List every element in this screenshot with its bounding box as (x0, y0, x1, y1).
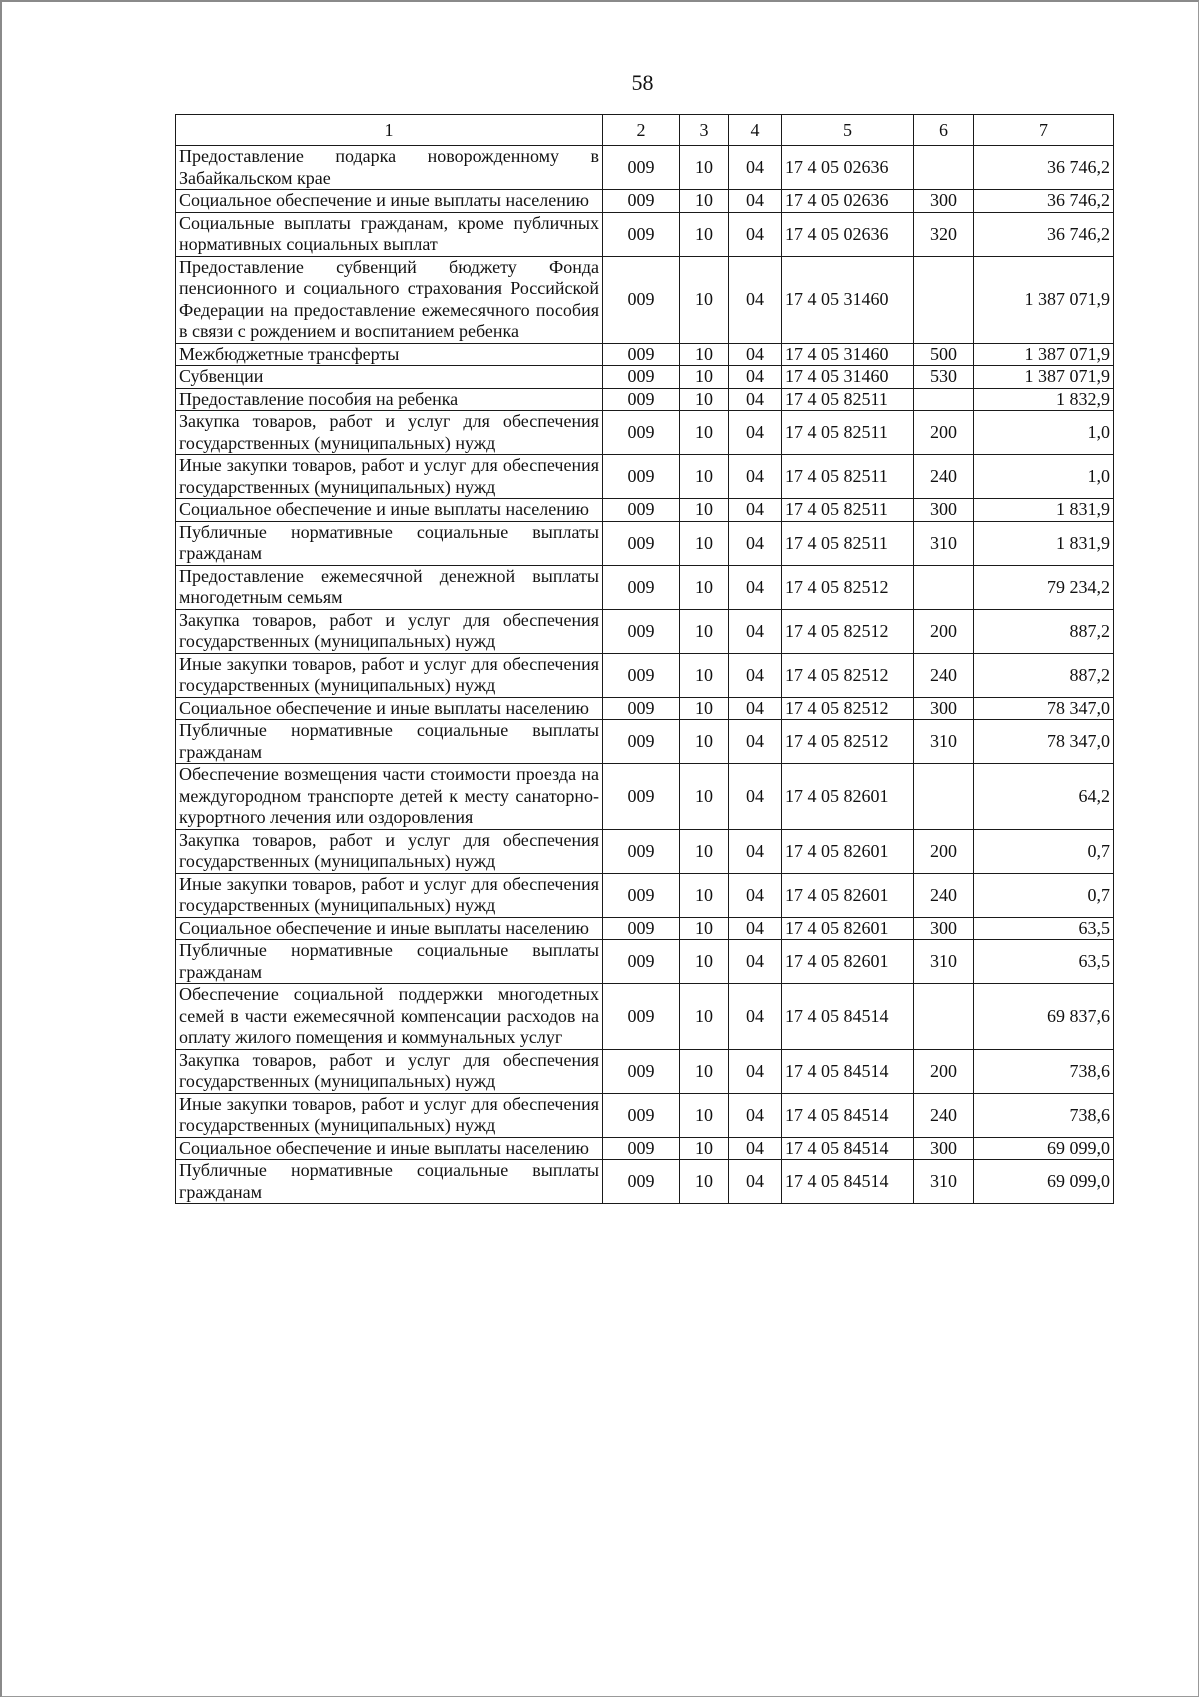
row-expense-type (914, 256, 974, 343)
row-ministry-code: 009 (603, 366, 680, 389)
header-col-6: 6 (914, 115, 974, 146)
row-subsection: 04 (729, 1049, 782, 1093)
row-amount: 1 831,9 (974, 521, 1114, 565)
table-row (176, 697, 1114, 720)
row-subsection: 04 (729, 917, 782, 940)
row-ministry-code: 009 (603, 343, 680, 366)
row-ministry-code: 009 (603, 521, 680, 565)
row-name: Обеспечение социальной поддержки многодетных семей в части ежемесячной компенсации расходов на оплату жилого помещения и коммунальных услуг (176, 984, 603, 1050)
row-expense-type: 200 (914, 609, 974, 653)
row-subsection: 04 (729, 521, 782, 565)
row-name: Закупка товаров, работ и услуг для обеспечения государственных (муниципальных) нужд (176, 829, 603, 873)
row-name: Социальное обеспечение и иные выплаты населению (176, 917, 603, 940)
row-ministry-code: 009 (603, 653, 680, 697)
row-section: 10 (680, 609, 729, 653)
row-target-article: 17 4 05 84514 (782, 1137, 914, 1160)
row-name: Социальное обеспечение и иные выплаты населению (176, 190, 603, 213)
row-subsection: 04 (729, 366, 782, 389)
row-expense-type: 310 (914, 940, 974, 984)
row-target-article: 17 4 05 82512 (782, 565, 914, 609)
row-section: 10 (680, 984, 729, 1050)
row-amount: 887,2 (974, 653, 1114, 697)
row-target-article: 17 4 05 84514 (782, 1049, 914, 1093)
row-expense-type: 320 (914, 212, 974, 256)
header-col-2: 2 (603, 115, 680, 146)
row-target-article: 17 4 05 82512 (782, 609, 914, 653)
row-subsection: 04 (729, 720, 782, 764)
table-row (176, 190, 1114, 213)
row-name: Обеспечение возмещения части стоимости проезда на междугородном транспорте детей к месту санаторно-курортного лечения или оздоровления (176, 764, 603, 830)
row-amount: 69 099,0 (974, 1160, 1114, 1204)
page-number: 58 (631, 70, 654, 95)
row-target-article: 17 4 05 31460 (782, 256, 914, 343)
row-subsection: 04 (729, 984, 782, 1050)
row-section: 10 (680, 1137, 729, 1160)
row-subsection: 04 (729, 940, 782, 984)
row-name: Социальное обеспечение и иные выплаты населению (176, 499, 603, 522)
row-expense-type: 500 (914, 343, 974, 366)
row-target-article: 17 4 05 84514 (782, 1160, 914, 1204)
row-ministry-code: 009 (603, 609, 680, 653)
row-amount: 78 347,0 (974, 697, 1114, 720)
row-amount: 1 832,9 (974, 388, 1114, 411)
header-col-4: 4 (729, 115, 782, 146)
row-section: 10 (680, 764, 729, 830)
row-section: 10 (680, 1093, 729, 1137)
row-expense-type (914, 146, 974, 190)
row-ministry-code: 009 (603, 1049, 680, 1093)
row-amount: 0,7 (974, 873, 1114, 917)
row-subsection: 04 (729, 343, 782, 366)
row-subsection: 04 (729, 146, 782, 190)
table-row (176, 521, 1114, 565)
row-target-article: 17 4 05 31460 (782, 343, 914, 366)
row-expense-type: 200 (914, 829, 974, 873)
row-name: Закупка товаров, работ и услуг для обеспечения государственных (муниципальных) нужд (176, 609, 603, 653)
row-target-article: 17 4 05 02636 (782, 212, 914, 256)
row-subsection: 04 (729, 411, 782, 455)
row-section: 10 (680, 343, 729, 366)
table-row (176, 1049, 1114, 1093)
header-col-7: 7 (974, 115, 1114, 146)
row-amount: 1 387 071,9 (974, 366, 1114, 389)
row-name: Публичные нормативные социальные выплаты гражданам (176, 1160, 603, 1204)
row-section: 10 (680, 521, 729, 565)
row-expense-type: 310 (914, 1160, 974, 1204)
table-row (176, 917, 1114, 940)
row-target-article: 17 4 05 82601 (782, 940, 914, 984)
row-section: 10 (680, 455, 729, 499)
row-section: 10 (680, 940, 729, 984)
row-expense-type (914, 388, 974, 411)
row-expense-type (914, 565, 974, 609)
row-section: 10 (680, 146, 729, 190)
row-ministry-code: 009 (603, 565, 680, 609)
row-target-article: 17 4 05 82511 (782, 499, 914, 522)
row-name: Предоставление ежемесячной денежной выплаты многодетным семьям (176, 565, 603, 609)
row-subsection: 04 (729, 256, 782, 343)
row-target-article: 17 4 05 82512 (782, 697, 914, 720)
row-ministry-code: 009 (603, 256, 680, 343)
row-section: 10 (680, 190, 729, 213)
header-col-5: 5 (782, 115, 914, 146)
row-name: Иные закупки товаров, работ и услуг для обеспечения государственных (муниципальных) нужд (176, 1093, 603, 1137)
row-ministry-code: 009 (603, 411, 680, 455)
row-ministry-code: 009 (603, 1137, 680, 1160)
row-ministry-code: 009 (603, 720, 680, 764)
table-row (176, 829, 1114, 873)
row-subsection: 04 (729, 499, 782, 522)
row-amount: 36 746,2 (974, 190, 1114, 213)
row-expense-type (914, 764, 974, 830)
row-amount: 1,0 (974, 411, 1114, 455)
row-subsection: 04 (729, 388, 782, 411)
row-section: 10 (680, 499, 729, 522)
row-subsection: 04 (729, 829, 782, 873)
row-name: Закупка товаров, работ и услуг для обеспечения государственных (муниципальных) нужд (176, 411, 603, 455)
row-name: Предоставление подарка новорожденному в Забайкальском крае (176, 146, 603, 190)
row-target-article: 17 4 05 31460 (782, 366, 914, 389)
row-section: 10 (680, 366, 729, 389)
row-expense-type: 300 (914, 499, 974, 522)
row-section: 10 (680, 917, 729, 940)
row-target-article: 17 4 05 84514 (782, 984, 914, 1050)
table-row (176, 720, 1114, 764)
row-subsection: 04 (729, 565, 782, 609)
table-row (176, 764, 1114, 830)
row-expense-type: 240 (914, 1093, 974, 1137)
row-subsection: 04 (729, 764, 782, 830)
row-section: 10 (680, 697, 729, 720)
table-row (176, 256, 1114, 343)
header-col-3: 3 (680, 115, 729, 146)
row-target-article: 17 4 05 82601 (782, 873, 914, 917)
row-section: 10 (680, 411, 729, 455)
row-expense-type: 240 (914, 873, 974, 917)
table-row (176, 873, 1114, 917)
row-name: Предоставление пособия на ребенка (176, 388, 603, 411)
table-row (176, 565, 1114, 609)
row-name: Социальное обеспечение и иные выплаты населению (176, 697, 603, 720)
row-ministry-code: 009 (603, 146, 680, 190)
table-row (176, 343, 1114, 366)
row-amount: 738,6 (974, 1049, 1114, 1093)
row-section: 10 (680, 1160, 729, 1204)
table-row (176, 653, 1114, 697)
row-expense-type: 240 (914, 455, 974, 499)
row-ministry-code: 009 (603, 764, 680, 830)
table-row (176, 1093, 1114, 1137)
row-amount: 36 746,2 (974, 212, 1114, 256)
row-name: Предоставление субвенций бюджету Фонда пенсионного и социального страхования Российской Федерации на предоставление ежемесячного пособия в связи с рождением и воспитанием ребенка (176, 256, 603, 343)
row-amount: 69 837,6 (974, 984, 1114, 1050)
row-name: Иные закупки товаров, работ и услуг для обеспечения государственных (муниципальных) нужд (176, 873, 603, 917)
row-name: Межбюджетные трансферты (176, 343, 603, 366)
row-ministry-code: 009 (603, 984, 680, 1050)
row-ministry-code: 009 (603, 1093, 680, 1137)
row-section: 10 (680, 653, 729, 697)
row-section: 10 (680, 256, 729, 343)
row-subsection: 04 (729, 653, 782, 697)
row-subsection: 04 (729, 455, 782, 499)
row-amount: 64,2 (974, 764, 1114, 830)
row-expense-type: 300 (914, 1137, 974, 1160)
row-name: Социальные выплаты гражданам, кроме публичных нормативных социальных выплат (176, 212, 603, 256)
row-target-article: 17 4 05 82511 (782, 411, 914, 455)
row-amount: 63,5 (974, 917, 1114, 940)
row-target-article: 17 4 05 82601 (782, 764, 914, 830)
row-expense-type: 530 (914, 366, 974, 389)
table-row (176, 366, 1114, 389)
row-target-article: 17 4 05 82512 (782, 720, 914, 764)
table-header-row (176, 115, 1114, 146)
row-expense-type: 310 (914, 720, 974, 764)
row-expense-type: 200 (914, 411, 974, 455)
row-subsection: 04 (729, 212, 782, 256)
row-subsection: 04 (729, 1160, 782, 1204)
row-amount: 78 347,0 (974, 720, 1114, 764)
row-section: 10 (680, 873, 729, 917)
row-ministry-code: 009 (603, 697, 680, 720)
table-row (176, 212, 1114, 256)
row-amount: 79 234,2 (974, 565, 1114, 609)
row-expense-type: 300 (914, 697, 974, 720)
row-section: 10 (680, 565, 729, 609)
row-amount: 887,2 (974, 609, 1114, 653)
row-name: Публичные нормативные социальные выплаты гражданам (176, 940, 603, 984)
row-ministry-code: 009 (603, 190, 680, 213)
row-ministry-code: 009 (603, 873, 680, 917)
row-section: 10 (680, 829, 729, 873)
row-subsection: 04 (729, 1137, 782, 1160)
row-target-article: 17 4 05 82601 (782, 917, 914, 940)
table-row (176, 146, 1114, 190)
row-expense-type (914, 984, 974, 1050)
row-name: Субвенции (176, 366, 603, 389)
row-target-article: 17 4 05 02636 (782, 146, 914, 190)
row-amount: 738,6 (974, 1093, 1114, 1137)
row-expense-type: 310 (914, 521, 974, 565)
row-ministry-code: 009 (603, 940, 680, 984)
table-row (176, 609, 1114, 653)
row-target-article: 17 4 05 82511 (782, 388, 914, 411)
row-expense-type: 300 (914, 917, 974, 940)
row-amount: 1,0 (974, 455, 1114, 499)
table-row (176, 388, 1114, 411)
row-subsection: 04 (729, 1093, 782, 1137)
row-amount: 1 831,9 (974, 499, 1114, 522)
row-amount: 1 387 071,9 (974, 343, 1114, 366)
row-target-article: 17 4 05 84514 (782, 1093, 914, 1137)
row-subsection: 04 (729, 190, 782, 213)
row-section: 10 (680, 388, 729, 411)
table-row (176, 455, 1114, 499)
table-row (176, 499, 1114, 522)
row-amount: 69 099,0 (974, 1137, 1114, 1160)
row-target-article: 17 4 05 82601 (782, 829, 914, 873)
table-row (176, 411, 1114, 455)
row-name: Публичные нормативные социальные выплаты гражданам (176, 521, 603, 565)
row-amount: 1 387 071,9 (974, 256, 1114, 343)
budget-table (175, 114, 1114, 1204)
row-subsection: 04 (729, 609, 782, 653)
row-expense-type: 240 (914, 653, 974, 697)
row-ministry-code: 009 (603, 1160, 680, 1204)
row-target-article: 17 4 05 82511 (782, 521, 914, 565)
row-section: 10 (680, 720, 729, 764)
row-name: Публичные нормативные социальные выплаты гражданам (176, 720, 603, 764)
row-expense-type: 300 (914, 190, 974, 213)
row-target-article: 17 4 05 82512 (782, 653, 914, 697)
row-name: Иные закупки товаров, работ и услуг для обеспечения государственных (муниципальных) нужд (176, 455, 603, 499)
row-target-article: 17 4 05 02636 (782, 190, 914, 213)
row-amount: 36 746,2 (974, 146, 1114, 190)
row-ministry-code: 009 (603, 388, 680, 411)
row-subsection: 04 (729, 873, 782, 917)
row-ministry-code: 009 (603, 499, 680, 522)
table-body (176, 146, 1114, 1204)
table-row (176, 940, 1114, 984)
row-subsection: 04 (729, 697, 782, 720)
table-row (176, 1160, 1114, 1204)
row-section: 10 (680, 1049, 729, 1093)
row-ministry-code: 009 (603, 829, 680, 873)
header-col-1: 1 (176, 115, 603, 146)
row-ministry-code: 009 (603, 455, 680, 499)
row-name: Закупка товаров, работ и услуг для обеспечения государственных (муниципальных) нужд (176, 1049, 603, 1093)
row-section: 10 (680, 212, 729, 256)
row-expense-type: 200 (914, 1049, 974, 1093)
table-row (176, 1137, 1114, 1160)
table-row (176, 984, 1114, 1050)
row-target-article: 17 4 05 82511 (782, 455, 914, 499)
row-amount: 0,7 (974, 829, 1114, 873)
row-name: Социальное обеспечение и иные выплаты населению (176, 1137, 603, 1160)
row-ministry-code: 009 (603, 212, 680, 256)
row-amount: 63,5 (974, 940, 1114, 984)
row-ministry-code: 009 (603, 917, 680, 940)
row-name: Иные закупки товаров, работ и услуг для обеспечения государственных (муниципальных) нужд (176, 653, 603, 697)
